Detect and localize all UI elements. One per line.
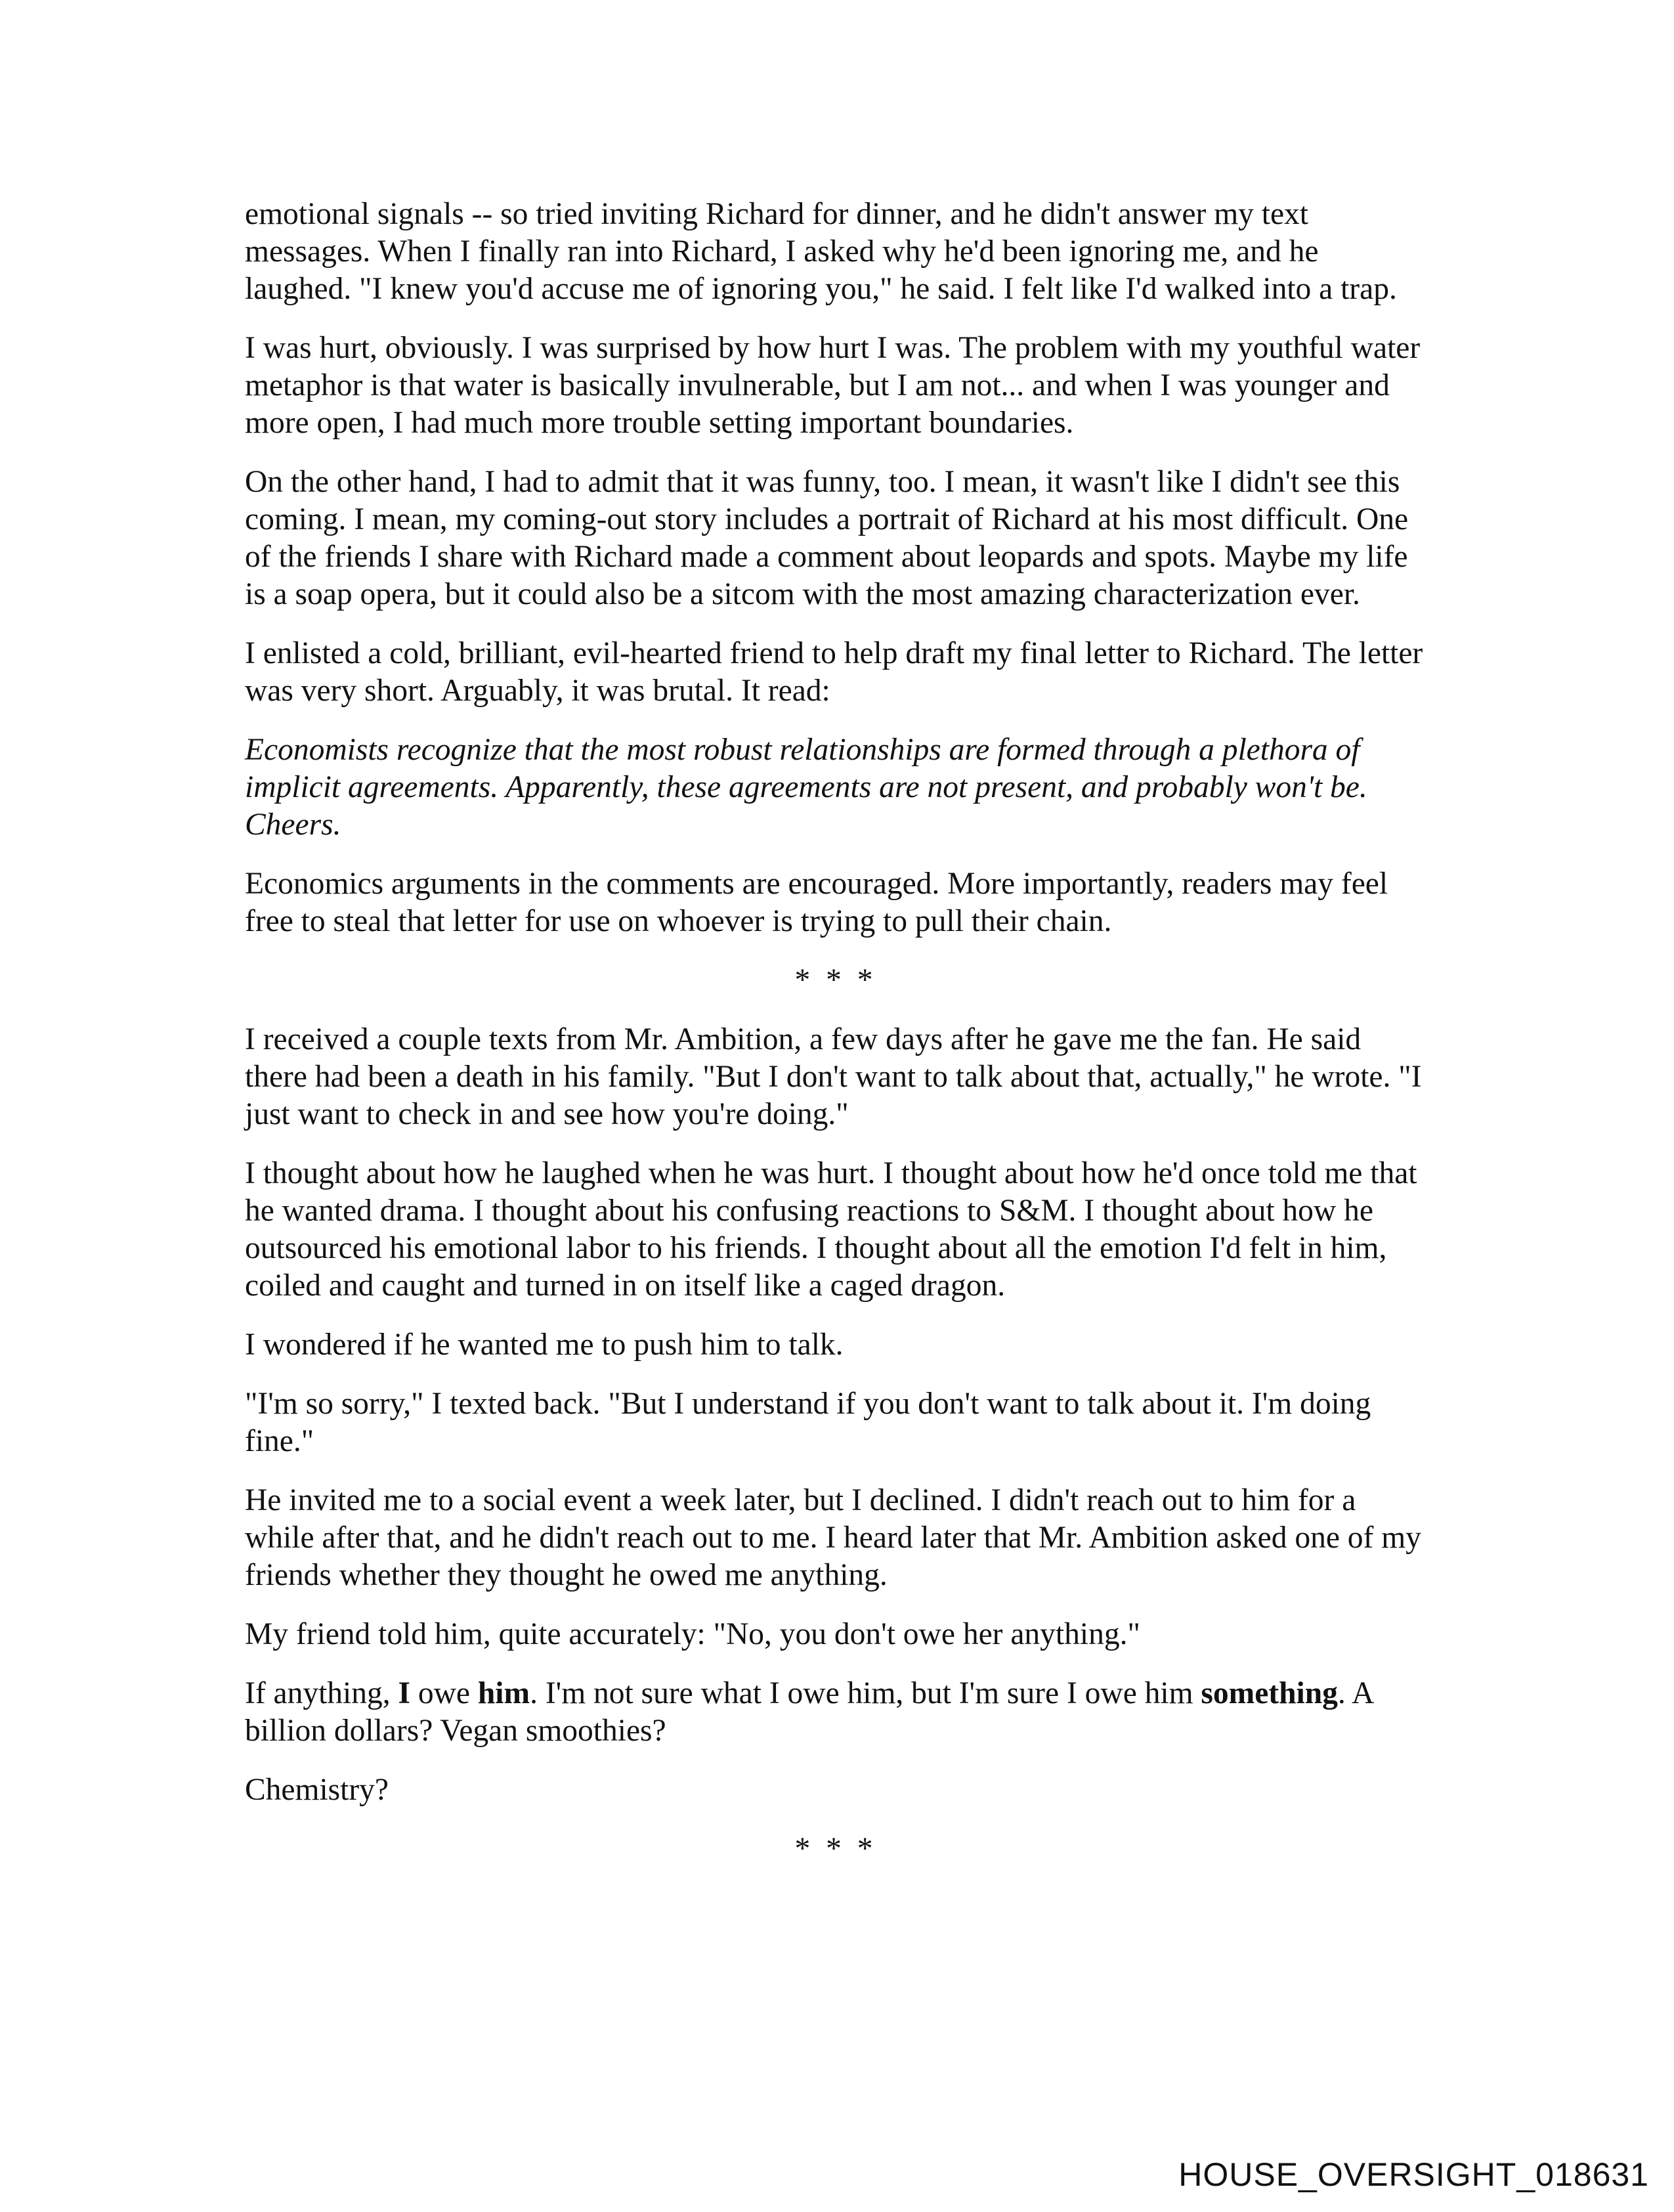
paragraph-final-letter: I enlisted a cold, brilliant, evil-hearted friend to help draft my final letter to Richard. The letter was very short. Arguably, it was brutal. It read: [245,636,1423,708]
paragraph-richard-dinner: emotional signals -- so tried inviting Richard for dinner, and he didn't answer my text messages. When I finally ran into Richard, I asked why he'd been ignoring me, and he laughed. "I knew you'd accuse me of ignoring you," he said. I felt like I'd walked into a trap. [245,197,1397,306]
owe-bold-him: him [477,1676,530,1710]
paragraph-social-event: He invited me to a social event a week later, but I declined. I didn't reach out to him for a while after that, and he didn't reach out to me. I heard later that Mr. Ambition asked one of my friends whether they thought he owed me anything. [245,1483,1421,1592]
owe-text-3: . I'm not sure what I owe him, but I'm sure I owe him [530,1676,1201,1710]
paragraph-funny: On the other hand, I had to admit that it was funny, too. I mean, it wasn't like I didn't see this coming. I mean, my coming-out story includes a portrait of Richard at his most difficult. One of the friends I share with Richard made a comment about leopards and spots. Maybe my life is a soap opera, but it could also be a sitcom with the most amazing characterization ever. [245,465,1409,611]
section-separator-end: * * * [794,1832,877,1866]
owe-text-1: If anything, [245,1676,398,1710]
paragraph-thought-about: I thought about how he laughed when he was hurt. I thought about how he'd once told me that he wanted drama. I thought about his confusing reactions to S&M. I thought about how he outsourced his emotional labor to his friends. I thought about all the emotion I'd felt in him, coiled and caught and turned in on itself like a caged dragon. [245,1156,1417,1303]
paragraph-hurt: I was hurt, obviously. I was surprised by how hurt I was. The problem with my youthful water metaphor is that water is basically invulnerable, but I am not... and when I was younger and more open, I had much more trouble setting important boundaries. [245,331,1421,440]
owe-text-4: . A billion dollars? Vegan smoothies? [245,1676,1373,1748]
document-page [245,196,1427,1890]
paragraph-texts: I received a couple texts from Mr. Ambition, a few days after he gave me the fan. He said there had been a death in his family. "But I don't want to talk about that, actually," he wrote. "I just want to check in and see how you're doing." [245,1022,1422,1131]
owe-text-2: owe [410,1676,478,1710]
owe-bold-something: something [1201,1676,1338,1710]
paragraph-so-sorry: "I'm so sorry," I texted back. "But I understand if you don't want to talk about it. I'm doing fine." [245,1387,1371,1458]
paragraph-wondered: I wondered if he wanted me to push him to talk. [245,1328,844,1362]
paragraph-friend-told: My friend told him, quite accurately: "No, you don't owe her anything." [245,1617,1140,1651]
paragraph-owe-him [245,1675,1427,1750]
section-separator: * * * [794,963,877,997]
paragraph-economics-arguments: Economics arguments in the comments are encouraged. More importantly, readers may feel free to steal that letter for use on whoever is trying to pull their chain. [245,867,1388,938]
bates-stamp: HOUSE_OVERSIGHT_018631 [1178,2156,1649,2193]
letter-quote: Economists recognize that the most robust relationships are formed through a plethora of implicit agreements. Apparently, these agreements are not present, and probably won't be. Cheers. [245,733,1367,842]
paragraph-chemistry: Chemistry? [245,1773,389,1807]
owe-bold-i: I [398,1676,410,1710]
